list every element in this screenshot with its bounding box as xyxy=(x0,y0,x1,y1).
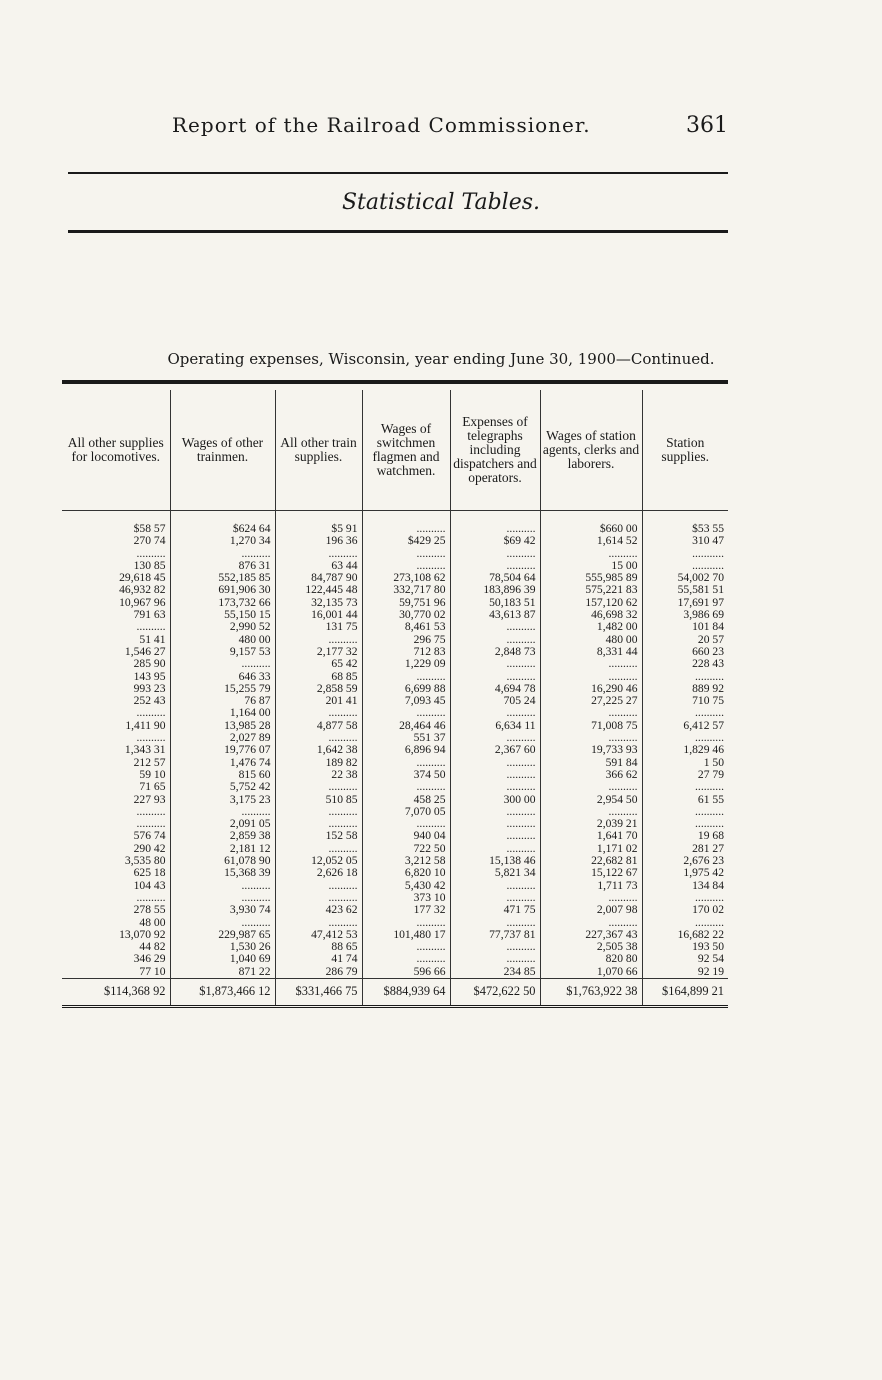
table-cell: .......... xyxy=(275,818,362,830)
table-cell: 691,906 30 xyxy=(170,584,275,596)
table-cell: .......... xyxy=(136,731,166,745)
table-cell: 157,120 62 xyxy=(540,597,642,609)
table-caption: Operating expenses, Wisconsin, year ending June 30, 1900—Continued. xyxy=(167,350,715,368)
table-cell: 346 29 xyxy=(133,952,166,966)
table-cell: 10,967 96 xyxy=(119,595,166,609)
table-cell: 229,987 65 xyxy=(170,929,275,941)
table-cell: 940 04 xyxy=(362,830,450,842)
table-cell: .......... xyxy=(642,732,728,744)
column-header: Wages of switchmen flagmen and watchmen. xyxy=(362,390,450,511)
table-cell: 3,535 80 xyxy=(124,854,166,868)
table-cell: .......... xyxy=(170,806,275,818)
table-cell: .......... xyxy=(450,671,540,683)
table-cell: .......... xyxy=(450,523,540,535)
table-cell: 92 54 xyxy=(642,953,728,965)
table-cell: 366 62 xyxy=(540,769,642,781)
table-cell: 423 62 xyxy=(275,904,362,916)
table-row xyxy=(62,966,728,979)
table-cell: .......... xyxy=(450,781,540,793)
table-cell: 92 19 xyxy=(642,966,728,979)
table-cell: .......... xyxy=(450,880,540,892)
operating-expenses-table xyxy=(62,390,728,1008)
table-cell: 212 57 xyxy=(133,755,166,769)
table-cell: 286 79 xyxy=(275,966,362,979)
table-cell: 170 02 xyxy=(642,904,728,916)
table-cell: 660 23 xyxy=(642,646,728,658)
table-cell: .......... xyxy=(642,892,728,904)
table-cell: 28,464 46 xyxy=(362,720,450,732)
table-cell: 227,367 43 xyxy=(540,929,642,941)
table-cell: 13,070 92 xyxy=(119,927,166,941)
table-cell: 48 00 xyxy=(139,915,166,929)
table-cell: .......... xyxy=(540,671,642,683)
table-cell: .......... xyxy=(362,757,450,769)
table-cell: 2,859 38 xyxy=(170,830,275,842)
total-cell: $114,368 92 xyxy=(62,978,170,1006)
table-cell: .......... xyxy=(450,769,540,781)
table-cell: .......... xyxy=(540,806,642,818)
table-cell: 101 84 xyxy=(642,621,728,633)
table-cell: 551 37 xyxy=(362,732,450,744)
table-cell: 480 00 xyxy=(170,634,275,646)
table-cell: 296 75 xyxy=(362,634,450,646)
table-cell: 871 22 xyxy=(170,966,275,979)
table-cell: 596 66 xyxy=(362,966,450,979)
table-row xyxy=(62,781,728,793)
table-cell: 22 38 xyxy=(275,769,362,781)
table-cell: $624 64 xyxy=(170,523,275,535)
table-cell: .......... xyxy=(450,548,540,560)
table-cell: $69 42 xyxy=(450,535,540,547)
table-cell: .......... xyxy=(450,892,540,904)
table-row xyxy=(62,830,728,842)
table-cell: 6,896 94 xyxy=(362,744,450,756)
table-row xyxy=(62,917,728,929)
totals-row xyxy=(62,978,728,1006)
table-cell: 1,482 00 xyxy=(540,621,642,633)
table-cell: ........... xyxy=(642,548,728,560)
table-cell: 173,732 66 xyxy=(170,597,275,609)
table-cell: 234 85 xyxy=(450,966,540,979)
table-cell: .......... xyxy=(540,658,642,670)
table-cell: 41 74 xyxy=(275,953,362,965)
table-cell: .......... xyxy=(362,941,450,953)
table-header-row xyxy=(62,390,728,511)
table-cell: 51 41 xyxy=(139,632,166,646)
table-cell: 65 42 xyxy=(275,658,362,670)
table-cell: 332,717 80 xyxy=(362,584,450,596)
table-cell: $53 55 xyxy=(642,523,728,535)
page-number: 361 xyxy=(686,113,728,138)
table-cell: .......... xyxy=(136,706,166,720)
total-cell: $884,939 64 xyxy=(362,978,450,1006)
table-cell: .......... xyxy=(450,732,540,744)
table-row xyxy=(62,867,728,879)
table-cell: .......... xyxy=(275,634,362,646)
table-cell: 1,711 73 xyxy=(540,880,642,892)
table-cell: .......... xyxy=(450,917,540,929)
table-cell: .......... xyxy=(362,707,450,719)
table-cell: 7,093 45 xyxy=(362,695,450,707)
table-cell: 820 80 xyxy=(540,953,642,965)
table-cell: 576 74 xyxy=(133,829,166,843)
column-header: All other supplies for locomotives. xyxy=(62,390,170,511)
table-cell: 183,896 39 xyxy=(450,584,540,596)
table-cell: 15,368 39 xyxy=(170,867,275,879)
table-cell: 8,331 44 xyxy=(540,646,642,658)
table-cell: 791 63 xyxy=(133,608,166,622)
table-cell: 77 10 xyxy=(139,964,166,978)
table-cell: 47,412 53 xyxy=(275,929,362,941)
table-cell: 310 47 xyxy=(642,535,728,547)
table-cell: .......... xyxy=(450,658,540,670)
table-cell: 1,829 46 xyxy=(642,744,728,756)
table-cell: 189 82 xyxy=(275,757,362,769)
table-cell: 7,070 05 xyxy=(362,806,450,818)
table-cell: 19 68 xyxy=(642,830,728,842)
table-cell: 2,848 73 xyxy=(450,646,540,658)
table-cell: 273,108 62 xyxy=(362,572,450,584)
table-cell: 50,183 51 xyxy=(450,597,540,609)
table-cell: 12,052 05 xyxy=(275,855,362,867)
table-cell: 27,225 27 xyxy=(540,695,642,707)
table-cell: .......... xyxy=(540,707,642,719)
table-cell: 84,787 90 xyxy=(275,572,362,584)
table-cell: 15,255 79 xyxy=(170,683,275,695)
table-cell: .......... xyxy=(275,917,362,929)
table-cell: 1,641 70 xyxy=(540,830,642,842)
table-cell: 458 25 xyxy=(362,794,450,806)
table-cell: .......... xyxy=(450,757,540,769)
table-cell: 101,480 17 xyxy=(362,929,450,941)
table-body xyxy=(62,511,728,979)
table-cell: 6,412 57 xyxy=(642,720,728,732)
table-cell: .......... xyxy=(170,658,275,670)
table-cell: .......... xyxy=(642,671,728,683)
table-cell: 29,618 45 xyxy=(119,571,166,585)
table-cell: 68 85 xyxy=(275,671,362,683)
table-cell: .......... xyxy=(136,804,166,818)
table-cell: 2,676 23 xyxy=(642,855,728,867)
table-row xyxy=(62,621,728,633)
table-cell: 2,091 05 xyxy=(170,818,275,830)
table-cell: .......... xyxy=(362,917,450,929)
table-cell: .......... xyxy=(275,880,362,892)
table-cell: 1,171 02 xyxy=(540,843,642,855)
table-cell: 252 43 xyxy=(133,694,166,708)
table-cell: 16,290 46 xyxy=(540,683,642,695)
table-cell: .......... xyxy=(170,548,275,560)
table-row xyxy=(62,584,728,596)
table-cell: 1,411 90 xyxy=(125,718,166,732)
table-cell: 2,626 18 xyxy=(275,867,362,879)
table-cell: 61 55 xyxy=(642,794,728,806)
table-cell: .......... xyxy=(136,546,166,560)
table-cell: $5 91 xyxy=(275,523,362,535)
table-cell: 3,212 58 xyxy=(362,855,450,867)
table-cell: 16,001 44 xyxy=(275,609,362,621)
table-cell: 705 24 xyxy=(450,695,540,707)
column-header: Station supplies. xyxy=(642,390,728,511)
table-cell: 552,185 85 xyxy=(170,572,275,584)
total-cell: $472,622 50 xyxy=(450,978,540,1006)
column-header: Wages of other trainmen. xyxy=(170,390,275,511)
table-cell: 6,699 88 xyxy=(362,683,450,695)
table-cell: .......... xyxy=(362,548,450,560)
column-header: All other train supplies. xyxy=(275,390,362,511)
table-cell: $429 25 xyxy=(362,535,450,547)
table-cell: .......... xyxy=(275,707,362,719)
table-cell: 134 84 xyxy=(642,880,728,892)
table-cell: .......... xyxy=(362,781,450,793)
table-cell: .......... xyxy=(170,892,275,904)
table-cell: .......... xyxy=(540,548,642,560)
table-cell: 278 55 xyxy=(133,903,166,917)
table-cell: 43,613 87 xyxy=(450,609,540,621)
table-cell: 625 18 xyxy=(133,866,166,880)
table-cell: 196 36 xyxy=(275,535,362,547)
table-cell: .......... xyxy=(540,892,642,904)
table-cell: 722 50 xyxy=(362,843,450,855)
table-cell: 76 87 xyxy=(170,695,275,707)
top-rule xyxy=(68,172,728,174)
table-cell: $660 00 xyxy=(540,523,642,535)
table-cell: 55,150 15 xyxy=(170,609,275,621)
table-cell: .......... xyxy=(642,917,728,929)
column-header: Wages of station agents, clerks and laborers. xyxy=(540,390,642,511)
table-cell: 2,858 59 xyxy=(275,683,362,695)
table-cell: .......... xyxy=(540,917,642,929)
table-cell: 44 82 xyxy=(139,940,166,954)
table-cell: 71 65 xyxy=(139,780,166,794)
table-cell: 8,461 53 xyxy=(362,621,450,633)
table-cell: .......... xyxy=(450,818,540,830)
table-cell: 2,177 32 xyxy=(275,646,362,658)
table-cell: 227 93 xyxy=(133,792,166,806)
table-cell: 228 43 xyxy=(642,658,728,670)
table-cell: 2,027 89 xyxy=(170,732,275,744)
table-row xyxy=(62,904,728,916)
table-row xyxy=(62,707,728,719)
table-cell: .......... xyxy=(136,817,166,831)
table-cell: .......... xyxy=(642,707,728,719)
table-cell: 480 00 xyxy=(540,634,642,646)
table-top-rule xyxy=(62,380,728,384)
table-cell: 1,270 34 xyxy=(170,535,275,547)
table-cell: 712 83 xyxy=(362,646,450,658)
total-cell: $331,466 75 xyxy=(275,978,362,1006)
table-cell: 15 00 xyxy=(540,560,642,572)
table-row xyxy=(62,744,728,756)
table-cell: .......... xyxy=(136,890,166,904)
table-cell: 1,070 66 xyxy=(540,966,642,979)
total-cell: $1,763,922 38 xyxy=(540,978,642,1006)
table-cell: 1,642 38 xyxy=(275,744,362,756)
table-cell: .......... xyxy=(136,620,166,634)
table-cell: .......... xyxy=(362,523,450,535)
total-cell: $164,899 21 xyxy=(642,978,728,1006)
table-cell: 5,430 42 xyxy=(362,880,450,892)
table-cell: 16,682 22 xyxy=(642,929,728,941)
table-cell: .......... xyxy=(450,941,540,953)
table-cell: .......... xyxy=(450,843,540,855)
table-cell: 555,985 89 xyxy=(540,572,642,584)
table-cell: 78,504 64 xyxy=(450,572,540,584)
table-cell: ........... xyxy=(642,560,728,572)
table-cell: 2,505 38 xyxy=(540,941,642,953)
table-cell: 15,122 67 xyxy=(540,867,642,879)
table-cell: 2,954 50 xyxy=(540,794,642,806)
table-cell: 1,546 27 xyxy=(124,644,166,658)
table-cell: 710 75 xyxy=(642,695,728,707)
table-cell: 3,175 23 xyxy=(170,794,275,806)
table-cell: .......... xyxy=(275,843,362,855)
table-cell: .......... xyxy=(450,806,540,818)
table-cell: 993 23 xyxy=(133,681,166,695)
table-cell: .......... xyxy=(642,781,728,793)
table-cell: 2,367 60 xyxy=(450,744,540,756)
table-cell: 19,776 07 xyxy=(170,744,275,756)
table-cell: 471 75 xyxy=(450,904,540,916)
table-cell: 1,229 09 xyxy=(362,658,450,670)
table-cell: $58 57 xyxy=(133,522,166,535)
table-cell: 285 90 xyxy=(133,657,166,671)
section-rule xyxy=(68,230,728,233)
table-cell: 889 92 xyxy=(642,683,728,695)
table-cell: 20 57 xyxy=(642,634,728,646)
table-cell: .......... xyxy=(450,953,540,965)
table-cell: 1,164 00 xyxy=(170,707,275,719)
table-cell: 4,694 78 xyxy=(450,683,540,695)
table-cell: .......... xyxy=(362,953,450,965)
table-cell: 59 10 xyxy=(139,767,166,781)
table-cell: 152 58 xyxy=(275,830,362,842)
table-cell: 9,157 53 xyxy=(170,646,275,658)
table-cell: 373 10 xyxy=(362,892,450,904)
table-cell: 1,614 52 xyxy=(540,535,642,547)
table-cell: 3,930 74 xyxy=(170,904,275,916)
table-cell: 575,221 83 xyxy=(540,584,642,596)
table-cell: 32,135 73 xyxy=(275,597,362,609)
table-cell: 17,691 97 xyxy=(642,597,728,609)
table-cell: 6,634 11 xyxy=(450,720,540,732)
table-cell: 71,008 75 xyxy=(540,720,642,732)
table-row xyxy=(62,671,728,683)
table-cell: .......... xyxy=(642,818,728,830)
table-cell: 1,530 26 xyxy=(170,941,275,953)
table-cell: 290 42 xyxy=(133,841,166,855)
table-cell: .......... xyxy=(275,781,362,793)
table-cell: .......... xyxy=(450,560,540,572)
table-cell: .......... xyxy=(275,892,362,904)
table-cell: .......... xyxy=(170,917,275,929)
section-title: Statistical Tables. xyxy=(341,190,541,215)
table-cell: 300 00 xyxy=(450,794,540,806)
table-cell: 15,138 46 xyxy=(450,855,540,867)
table-cell: 1 50 xyxy=(642,757,728,769)
table-cell: 3,986 69 xyxy=(642,609,728,621)
table-cell: 27 79 xyxy=(642,769,728,781)
table-cell: 143 95 xyxy=(133,669,166,683)
table-row xyxy=(62,535,728,547)
table-cell: 876 31 xyxy=(170,560,275,572)
table-cell: 646 33 xyxy=(170,671,275,683)
table-cell: .......... xyxy=(450,621,540,633)
table-cell: 63 44 xyxy=(275,560,362,572)
table-cell: .......... xyxy=(450,707,540,719)
table-cell: 2,181 12 xyxy=(170,843,275,855)
table-cell: 1,476 74 xyxy=(170,757,275,769)
table-cell: .......... xyxy=(275,732,362,744)
table-cell: 5,752 42 xyxy=(170,781,275,793)
table-cell: 2,990 52 xyxy=(170,621,275,633)
table-cell: 281 27 xyxy=(642,843,728,855)
table-cell: 55,581 51 xyxy=(642,584,728,596)
table-cell: 4,877 58 xyxy=(275,720,362,732)
table-cell: 193 50 xyxy=(642,941,728,953)
table-row xyxy=(62,658,728,670)
table-cell: 46,932 82 xyxy=(119,583,166,597)
table-cell: 77,737 81 xyxy=(450,929,540,941)
table-cell: 177 32 xyxy=(362,904,450,916)
table-cell: .......... xyxy=(450,830,540,842)
table-cell: 30,770 02 xyxy=(362,609,450,621)
total-cell: $1,873,466 12 xyxy=(170,978,275,1006)
table-cell: .......... xyxy=(275,548,362,560)
table-cell: 22,682 81 xyxy=(540,855,642,867)
table-cell: 13,985 28 xyxy=(170,720,275,732)
table-cell: 6,820 10 xyxy=(362,867,450,879)
table-cell: 1,040 69 xyxy=(170,953,275,965)
table-cell: .......... xyxy=(275,806,362,818)
table-cell: 201 41 xyxy=(275,695,362,707)
table-cell: 270 74 xyxy=(133,534,166,548)
table-cell: .......... xyxy=(642,806,728,818)
table-cell: .......... xyxy=(450,634,540,646)
table-cell: 2,039 21 xyxy=(540,818,642,830)
table-cell: .......... xyxy=(540,781,642,793)
table-row xyxy=(62,953,728,965)
table-cell: .......... xyxy=(362,671,450,683)
table-cell: .......... xyxy=(170,880,275,892)
table-cell: 130 85 xyxy=(133,558,166,572)
table-cell: 1,975 42 xyxy=(642,867,728,879)
table-cell: .......... xyxy=(362,560,450,572)
table-cell: .......... xyxy=(540,732,642,744)
column-header: Expenses of telegraphs including dispatchers and operators. xyxy=(450,390,540,511)
table-cell: 19,733 93 xyxy=(540,744,642,756)
table-cell: 5,821 34 xyxy=(450,867,540,879)
table-cell: 131 75 xyxy=(275,621,362,633)
table-cell: 61,078 90 xyxy=(170,855,275,867)
running-head: Report of the Railroad Commissioner. xyxy=(172,113,591,137)
table-cell: 1,343 31 xyxy=(124,743,166,757)
table-cell: 2,007 98 xyxy=(540,904,642,916)
table-cell: 59,751 96 xyxy=(362,597,450,609)
table-cell: 374 50 xyxy=(362,769,450,781)
table-cell: 591 84 xyxy=(540,757,642,769)
table-cell: 54,002 70 xyxy=(642,572,728,584)
table-cell: 510 85 xyxy=(275,794,362,806)
table-cell: 104 43 xyxy=(133,878,166,892)
table-cell: 46,698 32 xyxy=(540,609,642,621)
table-cell: 815 60 xyxy=(170,769,275,781)
table-cell: .......... xyxy=(362,818,450,830)
table-cell: 122,445 48 xyxy=(275,584,362,596)
table-row xyxy=(62,794,728,806)
table-cell: 88 65 xyxy=(275,941,362,953)
